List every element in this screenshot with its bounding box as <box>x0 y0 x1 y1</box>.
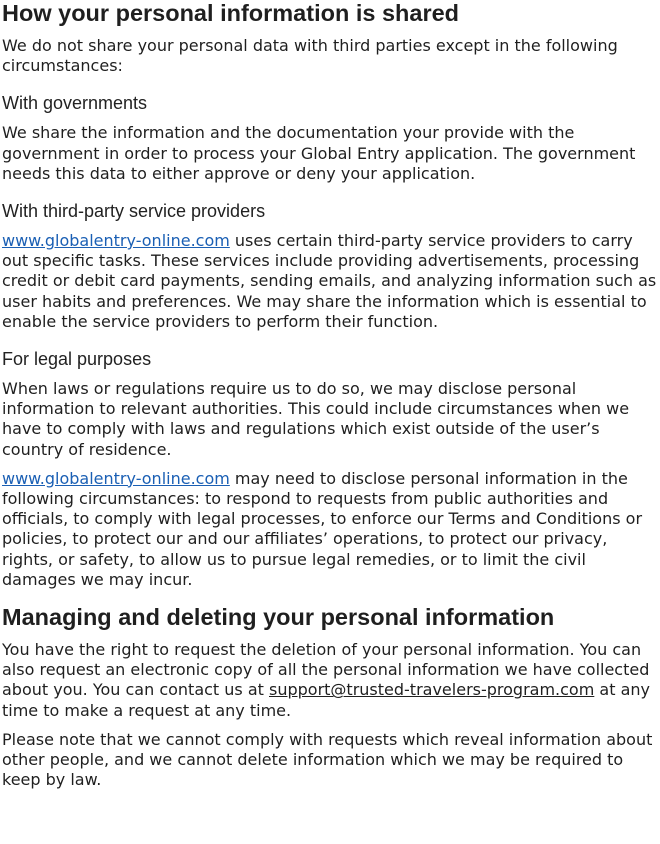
managing-paragraph <box>2 640 658 721</box>
managing-text-2: Please note that we cannot comply with requests which reveal information about other people, and we cannot delete information which we may be required to keep by law. <box>2 729 653 790</box>
providers-paragraph <box>2 231 658 332</box>
legal-paragraph-2 <box>2 469 658 590</box>
legal-text-2: may need to disclose personal information in the following circumstances: to respond to requests from public authorities and officials, to comply with legal processes, to enforce our Terms and Conditions or policies, to protect our and our affiliates’ operations, to protect our privacy, rights, or safety, to allow us to pursue legal remedies, or to limit the civil damages we may incur. <box>2 468 643 589</box>
subheading-providers: With third-party service providers <box>2 201 266 222</box>
sharing-intro: We do not share your personal data with third parties except in the following circumstances: <box>2 36 618 76</box>
governments-text: We share the information and the documentation your provide with the government in order to process your Global Entry application. The government needs this data to either approve or deny your application. <box>2 123 636 183</box>
support-email-link[interactable]: support@trusted-travelers-program.com <box>269 680 595 700</box>
managing-text-after: at any time to make a request at any time. <box>2 680 650 720</box>
managing-text-before: You have the right to request the deletion of your personal information. You can also request an electronic copy of all the personal information we have collected about you. You can contact us at <box>2 640 650 700</box>
site-link[interactable]: www.globalentry-online.com <box>2 231 230 251</box>
section-title-sharing: How your personal information is shared <box>2 0 460 26</box>
section-title-managing: Managing and deleting your personal information <box>2 604 555 631</box>
site-link[interactable]: www.globalentry-online.com <box>2 468 230 488</box>
legal-text: When laws or regulations require us to do so, we may disclose personal information to relevant authorities. This could include circumstances when we have to comply with laws and regulations which exist outside of the user’s country of residence. <box>2 379 630 459</box>
subheading-governments: With governments <box>2 93 148 114</box>
providers-text: uses certain third-party service providers to carry out specific tasks. These services include providing advertisements, processing credit or debit card payments, sending emails, and analyzing information such as user habits and preferences. We may share the information which is essential to enable the service providers to perform their function. <box>2 231 657 331</box>
subheading-legal: For legal purposes <box>2 349 152 370</box>
